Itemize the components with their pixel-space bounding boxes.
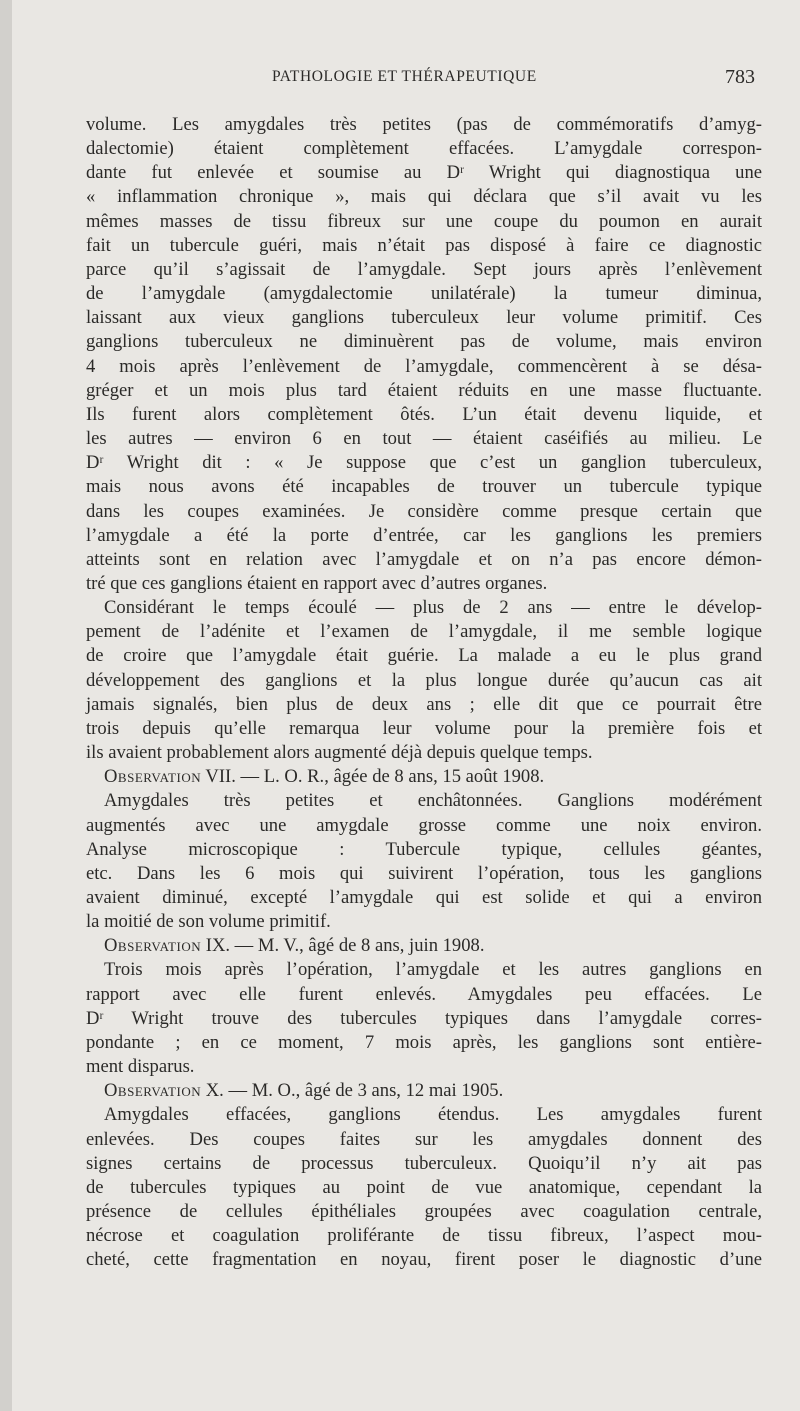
line-text: pement de l’adénite et l’examen de l’amygdale, il me semble logique bbox=[86, 621, 762, 643]
text-line bbox=[86, 1248, 762, 1272]
text-line bbox=[86, 306, 762, 330]
text-line bbox=[86, 717, 762, 741]
line-text: « inflammation chronique », mais qui déclara que s’il avait vu les bbox=[86, 186, 762, 208]
text-line bbox=[86, 379, 762, 403]
text-line bbox=[86, 1055, 762, 1079]
line-text: ils avaient probablement alors augmenté déjà depuis quelque temps. bbox=[86, 742, 593, 764]
text-line bbox=[86, 983, 762, 1007]
line-text: fait un tubercule guéri, mais n’était pas disposé à faire ce diagnostic bbox=[86, 234, 762, 256]
text-line bbox=[86, 210, 762, 234]
line-text: dans les coupes examinées. Je considère comme presque certain que bbox=[86, 500, 762, 522]
text-line bbox=[86, 958, 762, 982]
line-text: ment disparus. bbox=[86, 1056, 195, 1078]
text-line bbox=[86, 500, 762, 524]
text-line bbox=[86, 1152, 762, 1176]
text-line bbox=[86, 1031, 762, 1055]
line-text: Trois mois après l’opération, l’amygdale et les autres ganglions en bbox=[104, 959, 762, 981]
line-text: Ils furent alors complètement ôtés. L’un était devenu liquide, et bbox=[86, 403, 762, 425]
line-text: augmentés avec une amygdale grosse comme une noix environ. bbox=[86, 814, 762, 836]
text-line bbox=[86, 427, 762, 451]
text-line bbox=[86, 113, 762, 137]
observation-label: Observation bbox=[104, 766, 202, 788]
text-line bbox=[86, 572, 762, 596]
line-text: développement des ganglions et la plus longue durée qu’aucun cas ait bbox=[86, 669, 762, 691]
text-line bbox=[86, 1176, 762, 1200]
page-number: 783 bbox=[725, 66, 755, 88]
line-text: Dʳ Wright trouve des tubercules typiques dans l’amygdale corres- bbox=[86, 1007, 762, 1029]
page-header bbox=[0, 66, 800, 96]
line-text: Dʳ Wright dit : « Je suppose que c’est un ganglion tuberculeux, bbox=[86, 452, 762, 474]
observation-label: Observation bbox=[104, 1080, 202, 1102]
line-text: mêmes masses de tissu fibreux sur une coupe du poumon en aurait bbox=[86, 210, 762, 232]
observation-label: Observation bbox=[104, 935, 202, 957]
text-line bbox=[86, 862, 762, 886]
line-text: la moitié de son volume primitif. bbox=[86, 911, 331, 933]
text-line bbox=[86, 886, 762, 910]
line-text: laissant aux vieux ganglions tuberculeux leur volume primitif. Ces bbox=[86, 307, 762, 329]
text-line bbox=[86, 789, 762, 813]
running-title: PATHOLOGIE ET THÉRAPEUTIQUE bbox=[272, 68, 537, 85]
text-line bbox=[86, 355, 762, 379]
observation-heading bbox=[86, 934, 762, 958]
line-text: gréger et un mois plus tard étaient réduits en une masse fluctuante. bbox=[86, 379, 762, 401]
text-line bbox=[86, 741, 762, 765]
text-line bbox=[86, 814, 762, 838]
line-text: volume. Les amygdales très petites (pas de commémoratifs d’amyg- bbox=[86, 114, 762, 135]
text-line bbox=[86, 1103, 762, 1127]
text-line bbox=[86, 185, 762, 209]
line-text: tré que ces ganglions étaient en rapport avec d’autres organes. bbox=[86, 572, 548, 594]
line-text: de croire que l’amygdale était guérie. La malade a eu le plus grand bbox=[86, 645, 762, 667]
text-line bbox=[86, 693, 762, 717]
text-line bbox=[86, 596, 762, 620]
line-text: de tubercules typiques au point de vue anatomique, cependant la bbox=[86, 1176, 762, 1198]
line-text: dante fut enlevée et soumise au Dʳ Wright qui diagnostiqua une bbox=[86, 162, 762, 184]
text-line bbox=[86, 1200, 762, 1224]
line-text: parce qu’il s’agissait de l’amygdale. Sept jours après l’enlèvement bbox=[86, 258, 762, 280]
line-text: X. — M. O., âgé de 3 ans, 12 mai 1905. bbox=[201, 1080, 504, 1102]
text-line bbox=[86, 234, 762, 258]
line-text: Analyse microscopique : Tubercule typique, cellules géantes, bbox=[86, 838, 762, 860]
text-line bbox=[86, 1224, 762, 1248]
line-text: Considérant le temps écoulé — plus de 2 ans — entre le dévelop- bbox=[104, 597, 762, 619]
body-text bbox=[86, 113, 762, 1273]
text-line bbox=[86, 475, 762, 499]
text-line bbox=[86, 282, 762, 306]
text-line bbox=[86, 838, 762, 862]
line-text: les autres — environ 6 en tout — étaient caséifiés au milieu. Le bbox=[86, 428, 762, 450]
text-line bbox=[86, 330, 762, 354]
line-text: VII. — L. O. R., âgée de 8 ans, 15 août 1908. bbox=[201, 766, 545, 788]
line-text: etc. Dans les 6 mois qui suivirent l’opération, tous les ganglions bbox=[86, 862, 762, 884]
text-line bbox=[86, 620, 762, 644]
line-text: Amygdales effacées, ganglions étendus. Les amygdales furent bbox=[104, 1104, 762, 1126]
text-line bbox=[86, 669, 762, 693]
line-text: signes certains de processus tuberculeux. Quoiqu’il n’y ait pas bbox=[86, 1152, 762, 1174]
text-line bbox=[86, 403, 762, 427]
line-text: nécrose et coagulation proliférante de tissu fibreux, l’aspect mou- bbox=[86, 1225, 762, 1247]
line-text: trois depuis qu’elle remarqua leur volume pour la première fois et bbox=[86, 717, 762, 739]
text-line bbox=[86, 524, 762, 548]
line-text: avaient diminué, excepté l’amygdale qui est solide et qui a environ bbox=[86, 887, 762, 908]
line-text: de l’amygdale (amygdalectomie unilatérale) la tumeur diminua, bbox=[86, 283, 762, 305]
text-line bbox=[86, 1007, 762, 1031]
observation-heading bbox=[86, 1079, 762, 1103]
line-text: mais nous avons été incapables de trouver un tubercule typique bbox=[86, 476, 762, 498]
line-text: enlevées. Des coupes faites sur les amygdales donnent des bbox=[86, 1128, 762, 1150]
text-line bbox=[86, 910, 762, 934]
line-text: IX. — M. V., âgé de 8 ans, juin 1908. bbox=[201, 935, 485, 957]
line-text: Amygdales très petites et enchâtonnées. Ganglions modérément bbox=[104, 790, 762, 812]
text-line bbox=[86, 548, 762, 572]
line-text: jamais signalés, bien plus de deux ans ; elle dit que ce pourrait être bbox=[86, 693, 762, 715]
line-text: 4 mois après l’enlèvement de l’amygdale, commencèrent à se désa- bbox=[86, 355, 762, 377]
text-line bbox=[86, 451, 762, 475]
text-line bbox=[86, 1128, 762, 1152]
text-line bbox=[86, 137, 762, 161]
observation-heading bbox=[86, 765, 762, 789]
line-text: pondante ; en ce moment, 7 mois après, les ganglions sont entière- bbox=[86, 1031, 762, 1053]
line-text: présence de cellules épithéliales groupées avec coagulation centrale, bbox=[86, 1201, 762, 1223]
text-line bbox=[86, 161, 762, 185]
line-text: atteints sont en relation avec l’amygdale et on n’a pas encore démon- bbox=[86, 548, 762, 570]
text-line bbox=[86, 258, 762, 282]
line-text: dalectomie) étaient complètement effacées. L’amygdale correspon- bbox=[86, 138, 762, 160]
line-text: rapport avec elle furent enlevés. Amygdales peu effacées. Le bbox=[86, 983, 762, 1005]
line-text: ganglions tuberculeux ne diminuèrent pas de volume, mais environ bbox=[86, 331, 762, 353]
line-text: cheté, cette fragmentation en noyau, firent poser le diagnostic d’une bbox=[86, 1249, 762, 1271]
line-text: l’amygdale a été la porte d’entrée, car les ganglions les premiers bbox=[86, 524, 762, 546]
text-line bbox=[86, 644, 762, 668]
